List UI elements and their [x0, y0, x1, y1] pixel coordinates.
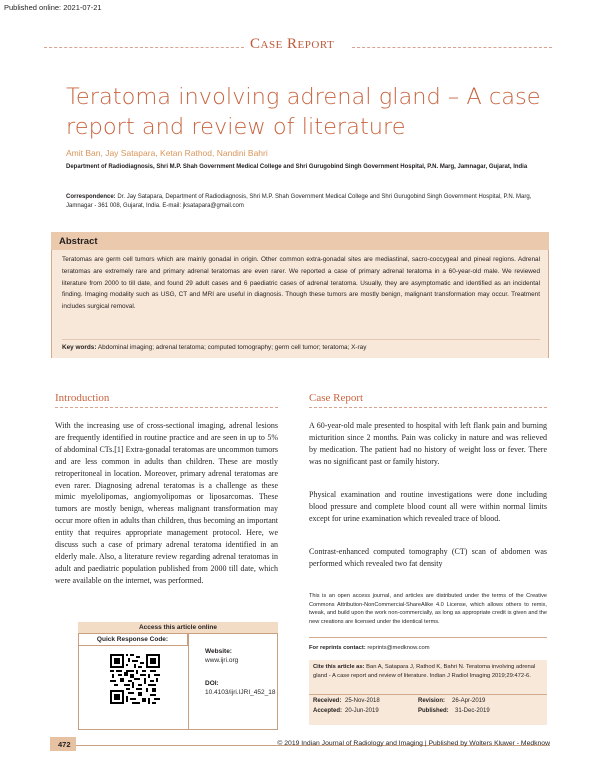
access-box-divider — [188, 634, 189, 730]
accepted-label: Accepted: — [313, 708, 343, 714]
page-number: 472 — [58, 740, 71, 749]
section-label: Case Report — [250, 36, 335, 52]
introduction-heading: Introduction — [55, 392, 110, 404]
reprints-email[interactable]: reprints@medknow.com — [367, 645, 430, 651]
abstract-text: Teratomas are germ cell tumors which are mainly gonadal in origin. Other common extra-gonadal sites are mediastinal, sacro-coccygeal and pineal regions. Adrenal teratomas are extremely rare and primary adrenal teratomas are even rarer. We reported a case of primary adrenal teratoma in a 60-year-old male. We reviewed literature from 2000 to till date, and found 29 adult cases and 6 paediatric cases of adrenal teratoma. Usually, they are asymptomatic and identified as an incidental finding. Imaging modality such as USG, CT and MRI are useful in diagnosis. Though these tumors are mostly benign, malignant transformation may occur. Treatment includes surgical removal. — [62, 256, 540, 311]
section-rule-right — [352, 47, 552, 48]
citation-label: Cite this article as: — [313, 664, 365, 670]
access-article-heading: Access this article online — [78, 622, 278, 634]
correspondence-label: Correspondence: — [66, 194, 116, 200]
introduction-paragraph: With the increasing use of cross-sectional imaging, adrenal lesions are frequently identified in routine practice and are seen in up to 5% of abdominal CTs.[1] Extra-gonadal teratomas are uncommon tumors and are less common in adults than children. These are mostly retroperitoneal in location. Moreover, primary adrenal teratomas are even rarer. Diagnosing adrenal teratomas is a challenge as these mimic myelolipomas, angiomyolipomas or liposarcomas. These tumors are mostly benign, whereas malignant transformation may occur more often in adults than children, thus becoming an important entity that requires appropriate management protocol. Here, we discuss such a case of primary adrenal teratoma identified in an elderly male. Also, a literature review regarding adrenal teratomas in adult and paediatric population published from 2000 till date, which were available on the internet, was performed. — [55, 421, 278, 585]
abstract-heading: Abstract — [59, 236, 98, 247]
received-label: Received: — [313, 698, 342, 704]
published-online-stamp: Published online: 2021-07-21 — [4, 3, 102, 12]
doi-label: DOI: — [205, 680, 219, 687]
accepted-date: 20-Jun-2019 — [345, 708, 379, 714]
correspondence-text: Dr. Jay Satapara, Department of Radiodiagnosis, Shri M.P. Shah Government Medical College and Shri Gurugobind Singh Government Hospital, P.N. Marg, Jamnagar - 361 008, Gujarat, India. E-mail: jksatapara@gmail.com — [66, 194, 532, 209]
citation — [313, 663, 545, 680]
revision-date: 26-Apr-2019 — [452, 698, 486, 704]
license-divider — [309, 637, 547, 638]
qr-code-label: Quick Response Code: — [78, 634, 188, 646]
license-notice: This is an open access journal, and articles are distributed under the terms of the Creative Commons Attribution-NonCommercial-ShareAlike 4.0 License, which allows others to remix, tweak, and build upon the work non-commercially, as long as appropriate credit is given and the new creations are licensed under the identical terms. — [309, 593, 547, 625]
case-report-rule — [309, 407, 547, 408]
keywords — [62, 344, 540, 351]
abstract-header-bar — [51, 232, 549, 250]
published-date: 31-Dec-2019 — [455, 708, 490, 714]
received-date: 25-Nov-2018 — [345, 698, 380, 704]
keywords-text: Abdominal imaging; adrenal teratoma; computed tomography; germ cell tumor; teratoma; X-ray — [97, 344, 367, 351]
author-list: Amit Ban, Jay Satapara, Ketan Rathod, Nandini Bahri — [66, 148, 268, 158]
keywords-divider — [62, 339, 540, 340]
case-report-paragraph: Contrast-enhanced computed tomography (CT) scan of abdomen was performed which revealed two fat density — [309, 547, 547, 568]
keywords-label: Key words: — [62, 344, 97, 351]
case-report-paragraph: A 60-year-old male presented to hospital with left flank pain and burning micturition since 2 months. Pain was colicky in nature and was relieved by medication. The patient had no history of weight loss or fever. There was no significant past or family history. — [309, 421, 547, 466]
correspondence — [66, 193, 536, 211]
doi-link[interactable]: 10.4103/ijri.IJRI_452_18 — [205, 689, 276, 696]
dates-divider — [309, 694, 547, 695]
website-label: Website: — [205, 648, 232, 655]
reprints-label: For reprints contact: — [309, 645, 366, 651]
website-link[interactable]: www.ijri.org — [205, 657, 239, 664]
case-report-paragraph: Physical examination and routine investigations were done including blood pressure and complete blood count all were within normal limits except for urine examination which revealed trace of blood. — [309, 490, 547, 523]
published-label: Published: — [418, 708, 449, 714]
section-rule-left — [44, 47, 244, 48]
reprints-contact — [309, 645, 430, 651]
article-title: Teratoma involving adrenal gland – A case report and review of literature — [66, 84, 541, 140]
footer-copyright: © 2019 Indian Journal of Radiology and Imaging | Published by Wolters Kluwer - Medknow — [277, 740, 550, 747]
case-report-heading: Case Report — [309, 392, 364, 404]
citation-text: Ban A, Satapara J, Rathod K, Bahri N. Teratoma involving adrenal gland - A case report and review of literature. Indian J Radiol Imaging 2019;29:472-6. — [313, 664, 536, 679]
introduction-rule — [55, 407, 278, 408]
revision-label: Revision: — [418, 698, 446, 704]
qr-code-image[interactable] — [110, 654, 160, 704]
affiliation: Department of Radiodiagnosis, Shri M.P. Shah Government Medical College and Shri Gurugobind Singh Government Hospital, P.N. Marg, Jamnagar, Gujarat, India — [66, 164, 528, 170]
